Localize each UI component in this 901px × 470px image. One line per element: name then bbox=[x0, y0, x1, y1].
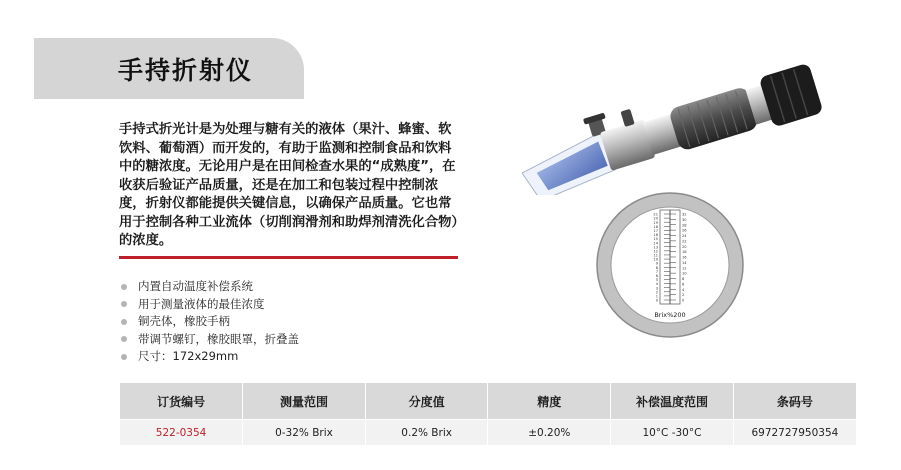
scale-tick-label: 11 bbox=[653, 253, 658, 258]
scale-tick-label: 16 bbox=[682, 255, 687, 260]
order-number-cell: 522-0354 bbox=[120, 420, 243, 446]
scale-tick-label: 4 bbox=[655, 282, 658, 287]
scale-tick-label: 30 bbox=[682, 217, 687, 222]
scale-tick-label: 0 bbox=[655, 298, 658, 303]
bullet-icon bbox=[121, 301, 127, 307]
scale-tick-label: 2 bbox=[682, 293, 685, 298]
scale-tick-label: 3 bbox=[655, 286, 658, 291]
feature-item: 用于测量液体的最佳浓度 bbox=[121, 296, 299, 314]
bullet-icon bbox=[121, 336, 127, 342]
scale-tick-label: 20 bbox=[682, 244, 687, 249]
scale-tick-label: 32 bbox=[682, 212, 687, 217]
temp-range-cell: 10°C -30°C bbox=[611, 420, 734, 446]
column-header: 精度 bbox=[488, 383, 611, 420]
refractometer-image bbox=[510, 60, 830, 195]
scale-tick-label: 14 bbox=[653, 241, 658, 246]
scale-tick-label: 12 bbox=[653, 249, 658, 254]
scale-tick-label: 21 bbox=[653, 212, 658, 217]
scale-tick-label: 1 bbox=[655, 294, 658, 299]
feature-item: 铜壳体，橡胶手柄 bbox=[121, 313, 299, 331]
scale-tick-label: 15 bbox=[653, 237, 658, 242]
feature-item: 内置自动温度补偿系统 bbox=[121, 278, 299, 296]
scale-tick-label: 6 bbox=[682, 282, 685, 287]
scale-tick-label: 18 bbox=[682, 250, 687, 255]
scale-tick-label: 0 bbox=[682, 298, 685, 303]
scale-tick-label: 9 bbox=[655, 261, 658, 266]
scale-tick-label: 7 bbox=[655, 269, 658, 274]
product-description: 手持式折光计是为处理与糖有关的液体（果汁、蜂蜜、软饮料、葡萄酒）而开发的，有助于监测和控制食品和饮料中的糖浓度。无论用户是在田间检查水果的“成熟度”，在收获后验证产品质量，还是在加工和包装过程中控制浓度，折射仪都能提供关键信息，以确保产品质量。它也常用于控制各种工业流体（切削润滑剂和助焊剂清洗化合物）的浓度。 bbox=[119, 122, 459, 248]
scale-tick-label: 6 bbox=[655, 274, 658, 279]
scale-tick-label: 5 bbox=[655, 278, 658, 283]
column-header: 测量范围 bbox=[243, 383, 366, 420]
feature-list bbox=[121, 278, 299, 366]
scale-view-graphic bbox=[594, 190, 746, 340]
scale-tick-label: 16 bbox=[653, 233, 658, 238]
scale-tick-label: 20 bbox=[653, 216, 658, 221]
feature-item: 尺寸：172x29mm bbox=[121, 348, 299, 366]
scale-view-diagram bbox=[594, 190, 746, 340]
accuracy-cell: ±0.20% bbox=[488, 420, 611, 446]
bullet-icon bbox=[121, 354, 127, 360]
scale-label: Brix%200 bbox=[654, 311, 686, 319]
column-header: 订货编号 bbox=[120, 383, 243, 420]
range-cell: 0-32% Brix bbox=[243, 420, 366, 446]
column-header: 分度值 bbox=[365, 383, 488, 420]
scale-tick-label: 26 bbox=[682, 228, 687, 233]
scale-tick-label: 24 bbox=[682, 234, 687, 239]
scale-tick-label: 17 bbox=[653, 228, 658, 233]
scale-tick-label: 28 bbox=[682, 223, 687, 228]
scale-tick-label: 4 bbox=[682, 287, 685, 292]
scale-tick-label: 19 bbox=[653, 220, 658, 225]
scale-tick-label: 22 bbox=[682, 239, 687, 244]
bullet-icon bbox=[121, 284, 127, 290]
scale-tick-label: 14 bbox=[682, 260, 687, 265]
page-title: 手持折射仪 bbox=[118, 56, 254, 85]
scale-tick-label: 18 bbox=[653, 224, 658, 229]
scale-tick-label: 8 bbox=[682, 277, 685, 282]
table-row bbox=[120, 420, 856, 446]
title-banner bbox=[34, 38, 304, 99]
scale-tick-label: 8 bbox=[655, 265, 658, 270]
feature-item: 带调节螺钉，橡胶眼罩，折叠盖 bbox=[121, 331, 299, 349]
bullet-icon bbox=[121, 319, 127, 325]
scale-tick-label: 10 bbox=[653, 257, 658, 262]
table-header-row bbox=[120, 383, 856, 420]
scale-tick-label: 2 bbox=[655, 290, 658, 295]
scale-tick-label: 10 bbox=[682, 271, 687, 276]
column-header: 条码号 bbox=[733, 383, 856, 420]
column-header: 补偿温度范围 bbox=[611, 383, 734, 420]
scale-tick-label: 13 bbox=[653, 245, 658, 250]
barcode-cell: 6972727950354 bbox=[733, 420, 856, 446]
division-cell: 0.2% Brix bbox=[365, 420, 488, 446]
spec-table bbox=[120, 383, 856, 445]
section-divider bbox=[119, 256, 458, 259]
scale-tick-label: 12 bbox=[682, 266, 687, 271]
